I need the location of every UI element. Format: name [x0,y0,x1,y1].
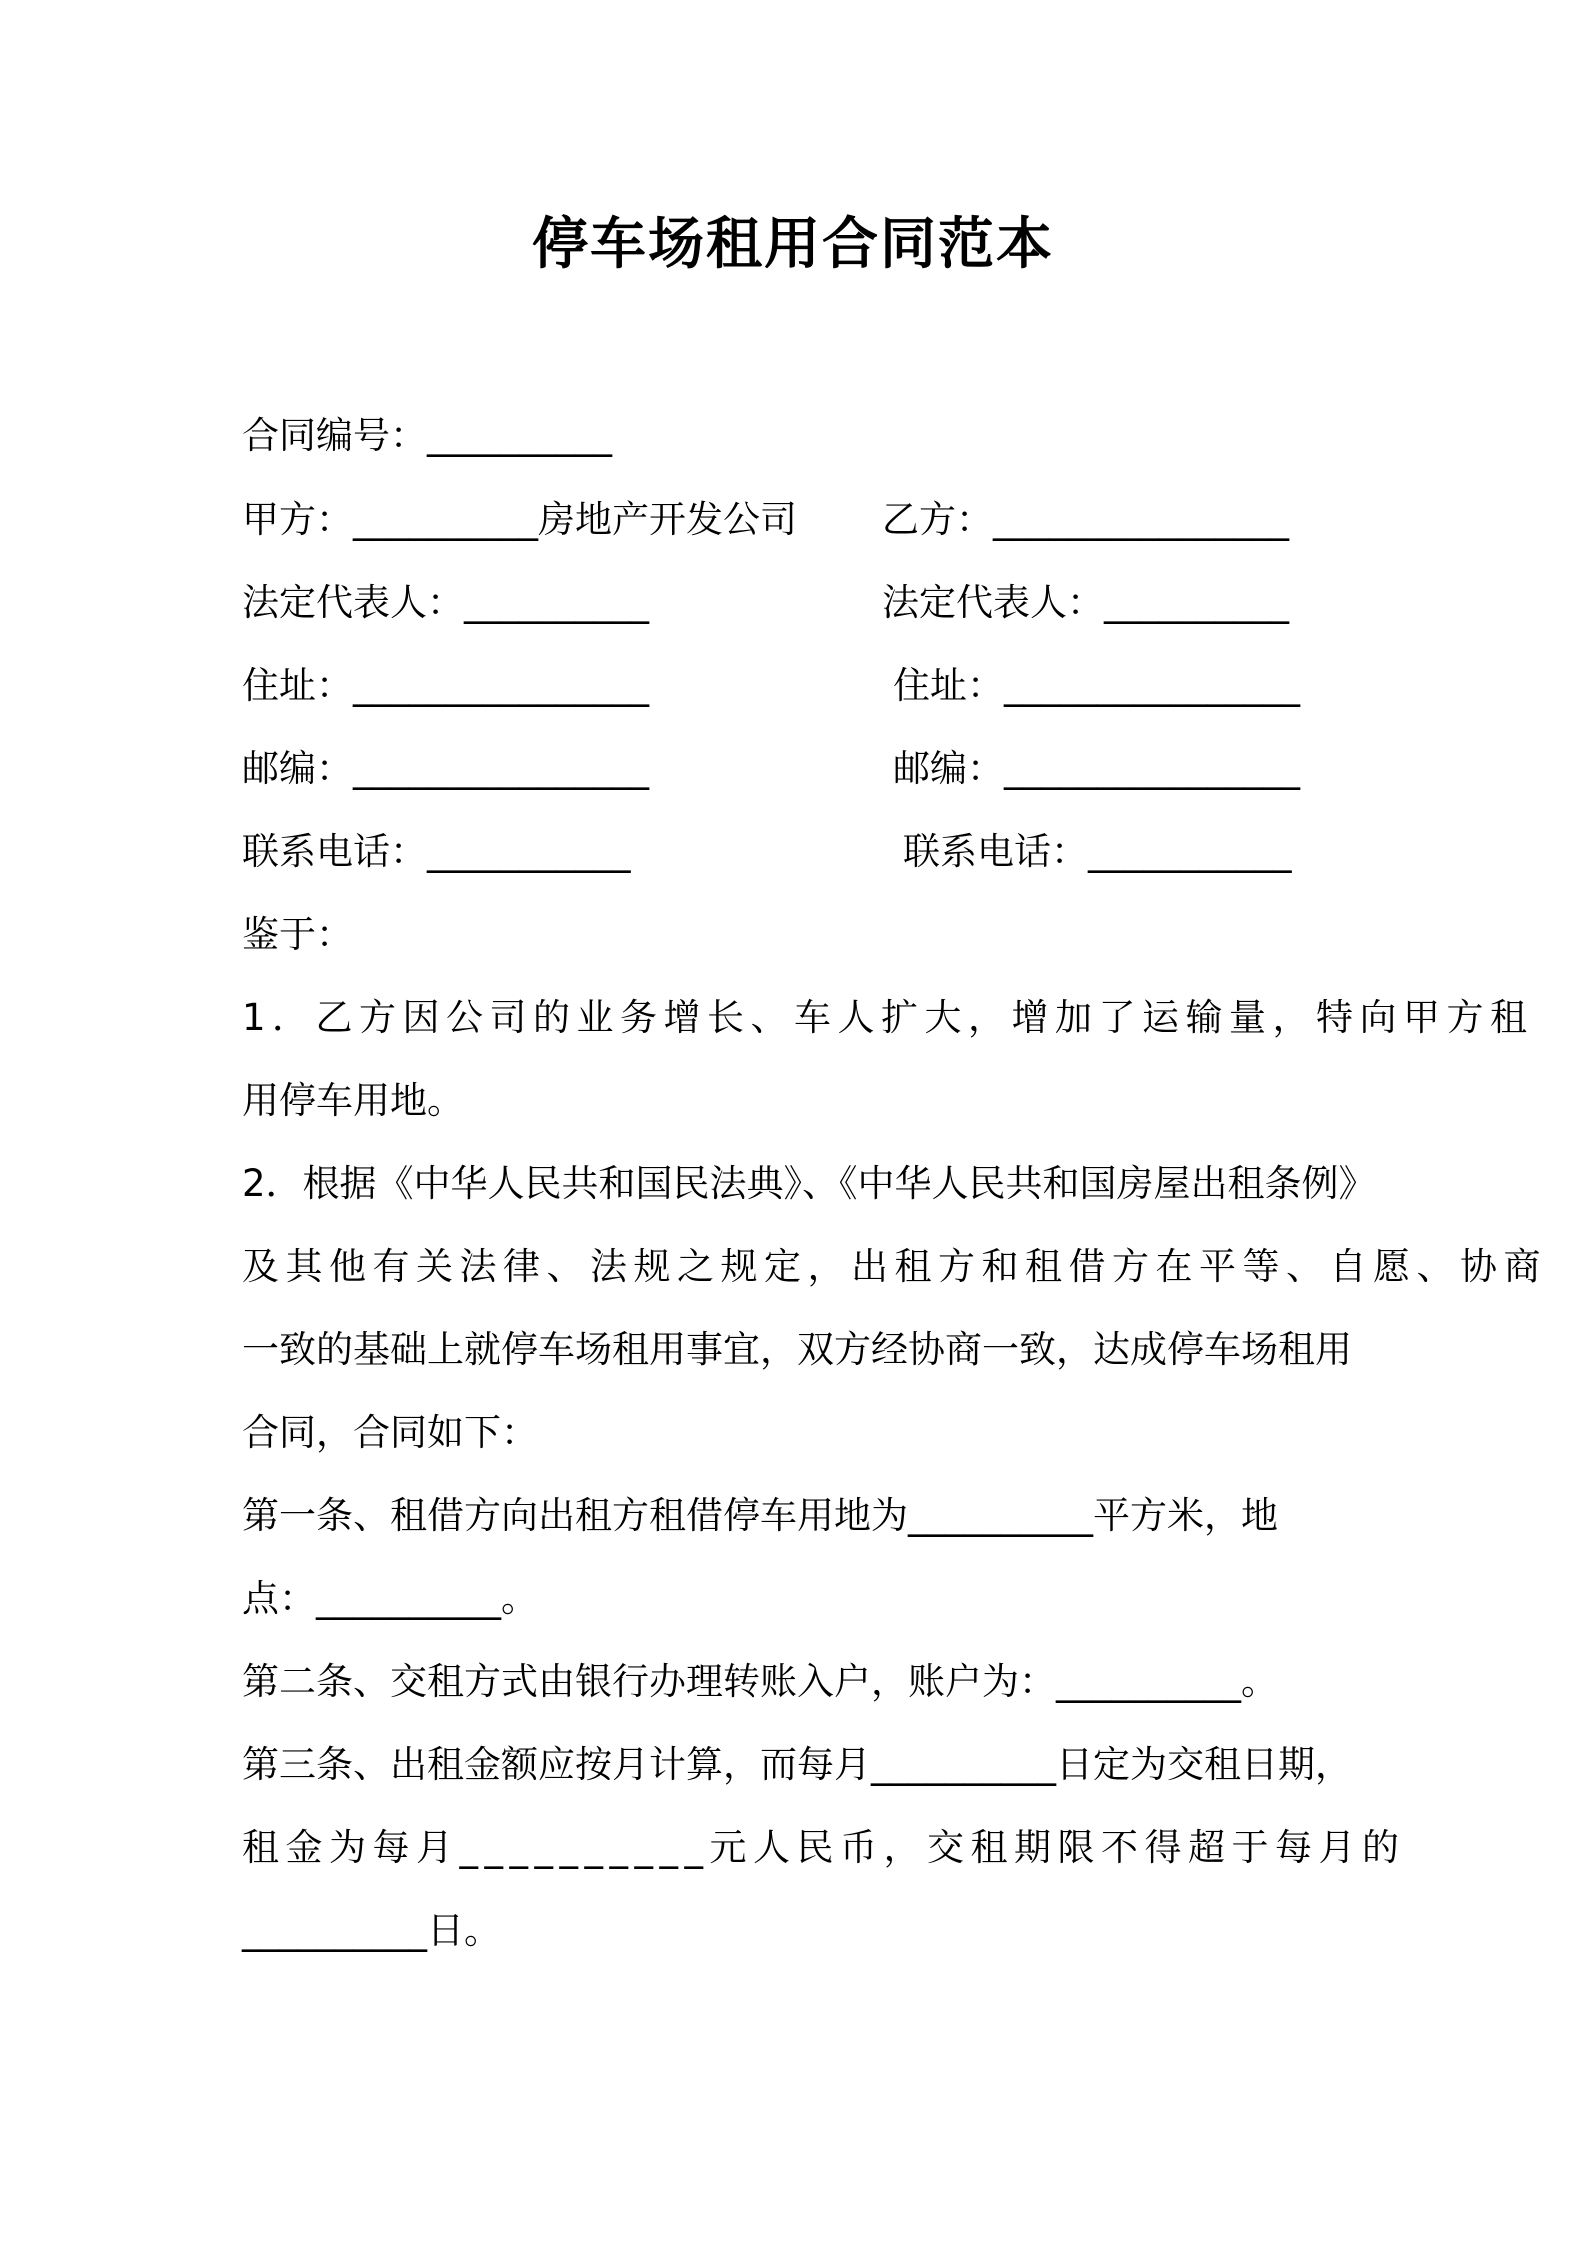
party-a-address: 住址：________________ [242,664,649,707]
party-b-postcode: 邮编：________________ [893,747,1300,790]
recital-2-line-2: 及其他有关法律、法规之规定，出租方和租借方在平等、自愿、协商 [242,1245,1547,1288]
recital-2-line-3: 一致的基础上就停车场租用事宜，双方经协商一致，达成停车场租用 [242,1328,1352,1371]
article-1-line-1: 第一条、租借方向出租方租借停车用地为__________平方米，地 [242,1494,1278,1537]
article-3-line-2: 租金为每月__________元人民币，交租期限不得超于每月的 [242,1826,1406,1869]
contract-number: 合同编号：__________ [242,414,612,457]
recital-2-line-1: 2．根据《中华人民共和国民法典》、《中华人民共和国房屋出租条例》 [242,1162,1376,1205]
article-3-line-1: 第三条、出租金额应按月计算，而每月__________日定为交租日期， [242,1743,1352,1786]
party-a-legal-rep: 法定代表人：__________ [242,581,649,624]
page-title: 停车场租用合同范本 [532,212,1054,277]
party-a-postcode: 邮编：________________ [242,747,649,790]
party-b-name: 乙方：________________ [882,498,1289,541]
article-3-line-3: __________日。 [242,1909,501,1952]
recital-2-line-4: 合同，合同如下： [242,1411,538,1454]
article-2: 第二条、交租方式由银行办理转账入户，账户为：__________。 [242,1660,1278,1703]
party-a-phone: 联系电话：___________ [242,830,631,873]
party-b-legal-rep: 法定代表人：__________ [882,581,1289,624]
party-b-address: 住址：________________ [893,664,1300,707]
recital-1-line-1: 1．乙方因公司的业务增长、车人扩大，增加了运输量，特向甲方租 [242,996,1534,1039]
whereas-label: 鉴于： [242,913,353,956]
party-a-name: 甲方：__________房地产开发公司 [242,498,797,541]
recital-1-line-2: 用停车用地。 [242,1079,464,1122]
article-1-line-2: 点：__________。 [242,1577,538,1620]
party-b-phone: 联系电话：___________ [903,830,1292,873]
